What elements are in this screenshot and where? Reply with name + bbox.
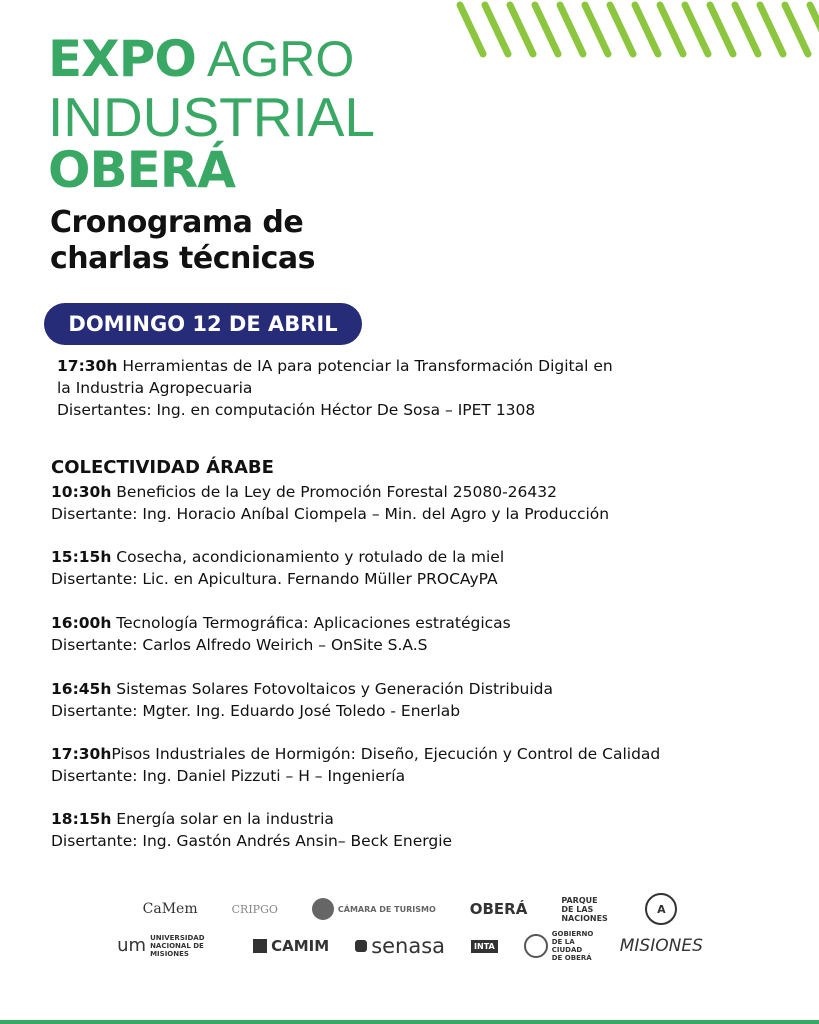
logo-camem: CaMem (142, 901, 198, 917)
talk-time: 16:45h (51, 680, 112, 698)
talk-time: 10:30h (51, 483, 112, 501)
logo-obera: OBERÁ (469, 900, 528, 918)
logo-inta: INTA (471, 940, 498, 953)
talk-item (51, 481, 609, 525)
talk-time: 17:30h (51, 745, 112, 763)
logo-senasa (355, 934, 445, 958)
talk-speaker: Disertante: Ing. Horacio Aníbal Ciompela – Min. del Agro y la Producción (51, 505, 610, 523)
subtitle (50, 205, 315, 277)
talk-speaker: Disertante: Ing. Daniel Pizzuti – H – Ingeniería (51, 767, 406, 785)
logo-text: senasa (371, 934, 446, 958)
flower-icon (312, 898, 334, 920)
footer-line (0, 1020, 819, 1024)
talk-item (51, 612, 511, 656)
talk-time: 15:15h (51, 548, 112, 566)
section-title: COLECTIVIDAD ÁRABE (51, 457, 274, 478)
talk-item (51, 678, 553, 722)
talk-time: 18:15h (51, 810, 112, 828)
logo-unam: um UNIVERSIDAD NACIONAL DE MISIONES (117, 934, 227, 958)
logo-camara-turismo (312, 898, 436, 920)
talk-title: Energía solar en la industria (111, 810, 334, 828)
logo-text: CAMIM (271, 937, 330, 955)
logo-parque-naciones: PARQUE DE LAS NACIONES (561, 895, 608, 923)
talk-speaker: Disertante: Lic. en Apicultura. Fernando Müller PROCAyPA (51, 570, 498, 588)
talk-speaker: Disertante: Carlos Alfredo Weirich – OnSite S.A.S (51, 636, 428, 654)
logo-gobierno-obera (524, 930, 594, 962)
subtitle-line-2: charlas técnicas (50, 241, 316, 276)
logo-misiones: MISIONES (619, 936, 703, 956)
talk-title: Cosecha, acondicionamiento y rotulado de la miel (111, 548, 505, 566)
date-badge: DOMINGO 12 DE ABRIL (44, 303, 362, 345)
talk-time: 17:30h (57, 357, 118, 375)
talk-speaker: Disertante: Ing. Gastón Andrés Ansin– Beck Energie (51, 832, 453, 850)
talk-title: Herramientas de IA para potenciar la Transformación Digital en (122, 357, 613, 375)
logo-text: CÁMARA DE TURISMO (337, 904, 436, 914)
sponsor-logos-row-1 (100, 893, 720, 925)
talk-item (51, 546, 504, 590)
title-industrial: INDUSTRIAL (48, 86, 375, 148)
sponsor-logos-row-2 (100, 930, 720, 962)
talk-title-cont: la Industria Agropecuaria (57, 379, 253, 397)
talk-title: Tecnología Termográfica: Aplicaciones estratégicas (111, 614, 511, 632)
talk-speaker: Disertante: Mgter. Ing. Eduardo José Toledo - Enerlab (51, 702, 461, 720)
talk-item (57, 355, 613, 421)
logo-emblem: A (645, 893, 677, 925)
talk-speaker: Disertantes: Ing. en computación Héctor De Sosa – IPET 1308 (57, 401, 536, 419)
talk-item (51, 743, 660, 787)
talk-item (51, 808, 452, 852)
title-obera: OBERÁ (48, 141, 235, 199)
title-agro: AGRO (207, 31, 355, 87)
title-expo: EXPO (48, 30, 196, 88)
logo-cripgo: CRIPGO (231, 902, 278, 916)
talk-title: Beneficios de la Ley de Promoción Forestal 25080-26432 (111, 483, 557, 501)
talk-time: 16:00h (51, 614, 112, 632)
logo-text: UNIVERSIDAD NACIONAL DE MISIONES (150, 934, 205, 958)
title-line-1 (48, 30, 355, 88)
subtitle-line-1: Cronograma de (50, 205, 304, 240)
logo-camim (253, 937, 329, 955)
logo-text: GOBIERNO DE LA CIUDAD DE OBERÁ (551, 930, 594, 962)
decorative-stripes (455, 0, 819, 60)
talk-title: Pisos Industriales de Hormigón: Diseño, Ejecución y Control de Calidad (111, 745, 661, 763)
talk-title: Sistemas Solares Fotovoltaicos y Generación Distribuida (111, 680, 554, 698)
